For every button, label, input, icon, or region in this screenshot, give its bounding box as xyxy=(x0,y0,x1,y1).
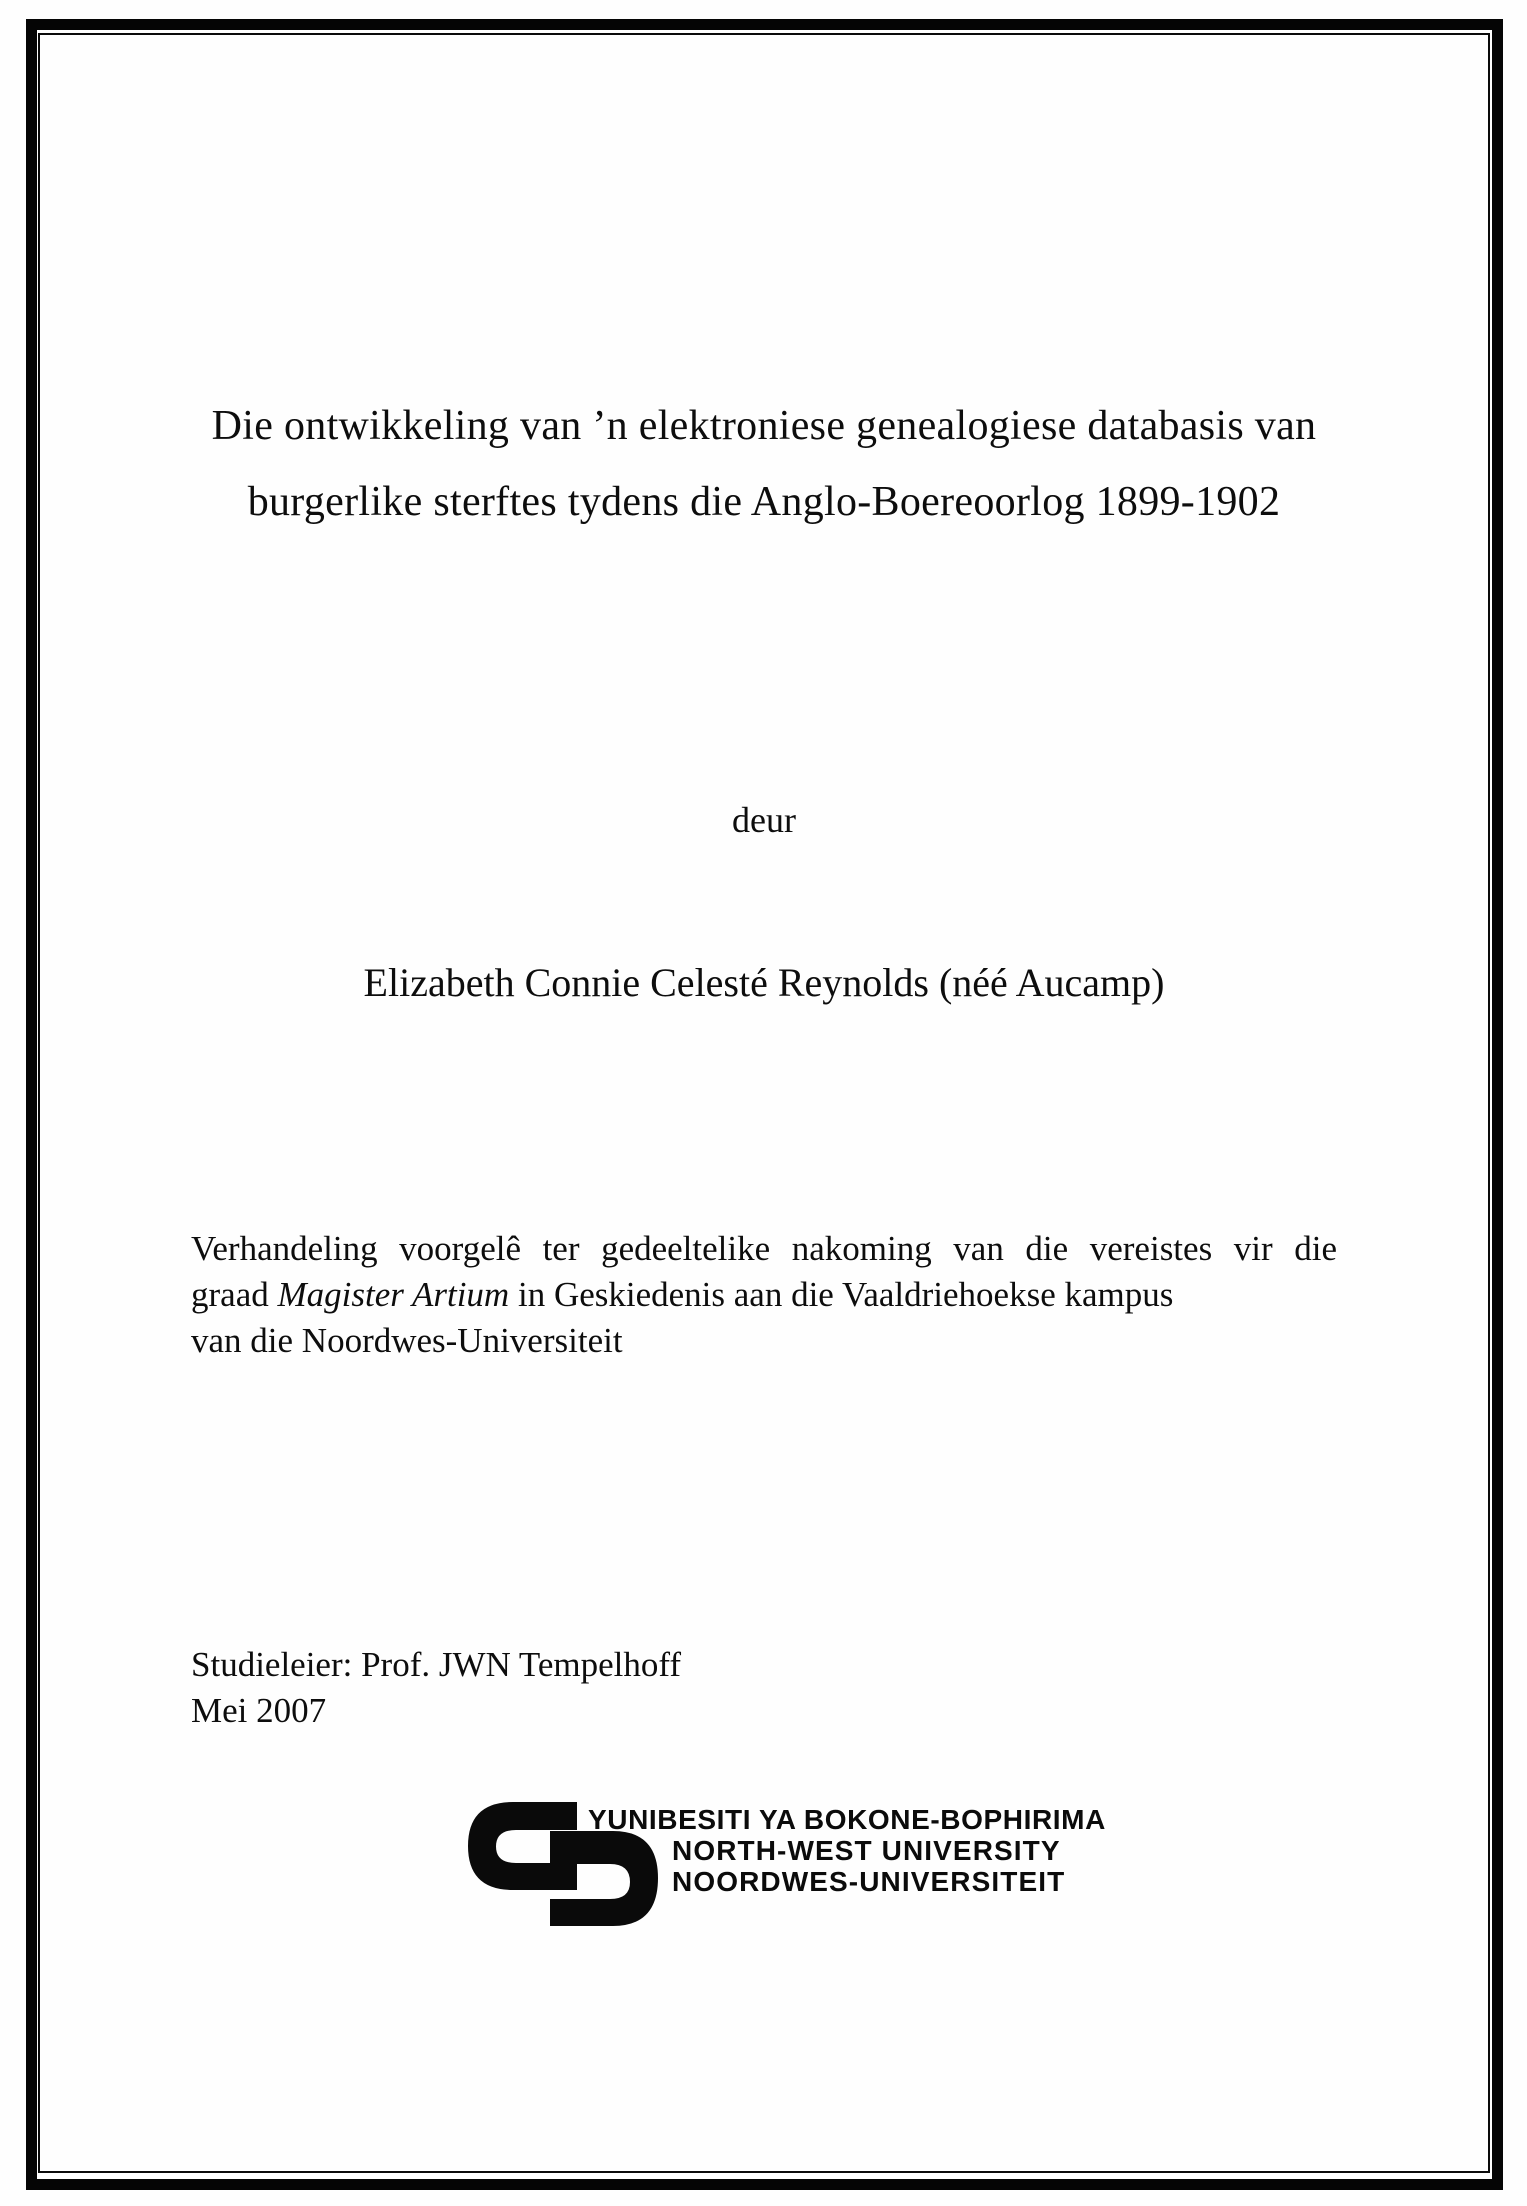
thesis-title xyxy=(191,388,1337,540)
byline-word: deur xyxy=(732,800,796,840)
degree-name-italic: Magister Artium xyxy=(277,1275,510,1314)
degree-statement-line-2-suffix: in Geskiedenis aan die Vaaldriehoekse kampus xyxy=(509,1275,1174,1314)
thesis-title-line-2: burgerlike sterftes tydens die Anglo-Boereoorlog 1899-1902 xyxy=(247,479,1281,525)
degree-statement-line-2 xyxy=(191,1272,1337,1318)
degree-statement xyxy=(191,1226,1337,1364)
supervisor-line: Studieleier: Prof. JWN Tempelhoff xyxy=(191,1645,682,1684)
supervisor-block xyxy=(191,1642,1337,1734)
degree-statement-line-3: van die Noordwes-Universiteit xyxy=(191,1321,623,1360)
degree-statement-line-2-prefix: graad xyxy=(191,1275,278,1314)
degree-statement-line-1: Verhandeling voorgelê ter gedeeltelike nakoming van die vereistes vir die xyxy=(191,1229,1337,1268)
author-name: Elizabeth Connie Celesté Reynolds (néé Aucamp) xyxy=(363,960,1165,1005)
logo-name-setswana: YUNIBESITI YA BOKONE-BOPHIRIMA xyxy=(588,1804,1106,1835)
date-line: Mei 2007 xyxy=(191,1691,327,1730)
logo-name-english: NORTH-WEST UNIVERSITY xyxy=(672,1835,1061,1866)
thesis-title-line-1: Die ontwikkeling van ’n elektroniese genealogiese databasis van xyxy=(211,403,1317,449)
logo-name-afrikaans: NOORDWES-UNIVERSITEIT xyxy=(672,1866,1066,1897)
